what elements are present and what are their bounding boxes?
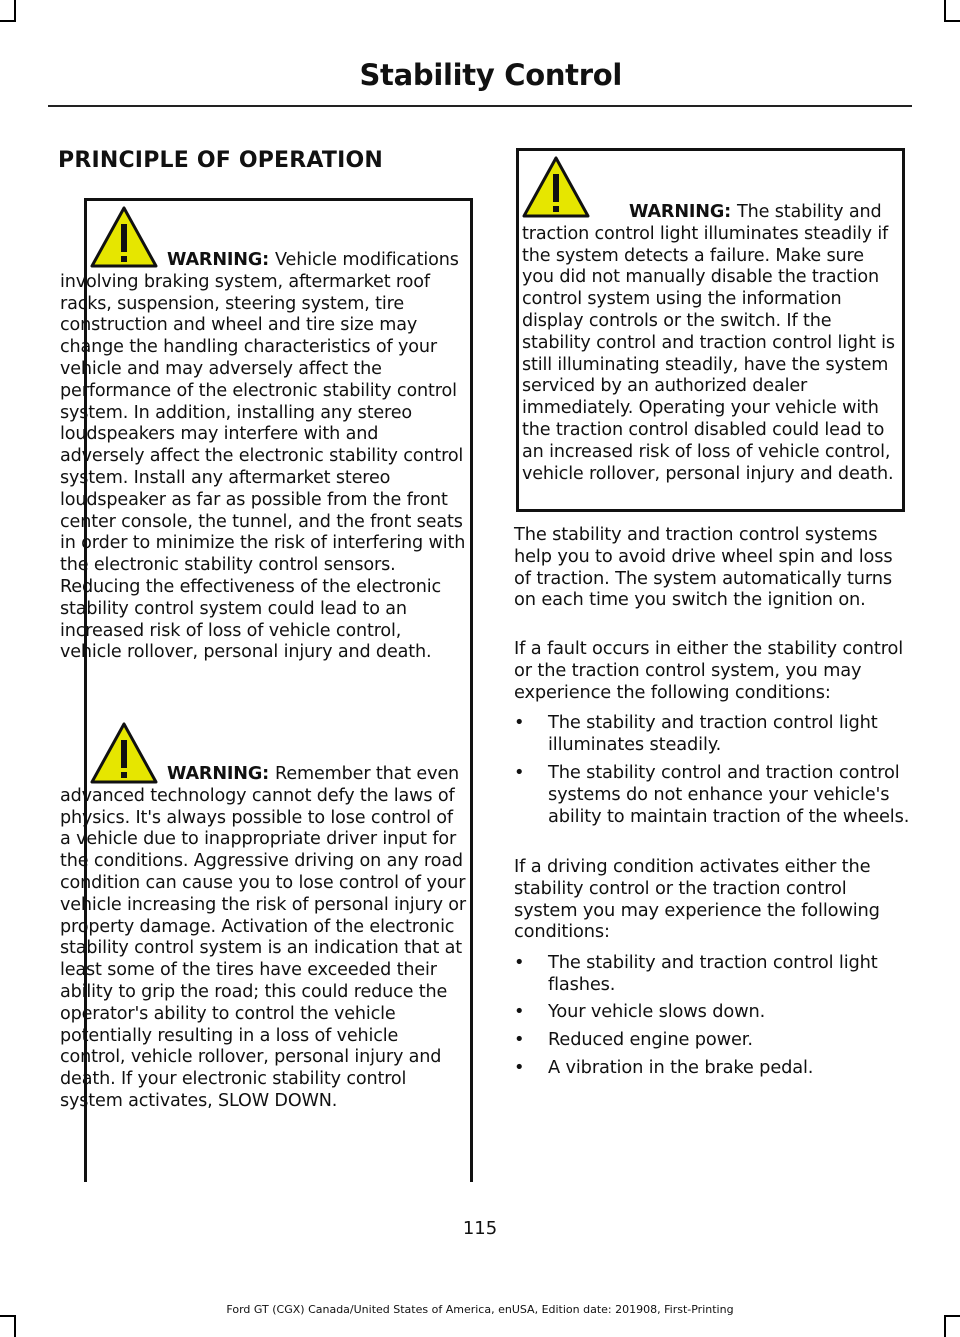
crop-mark [14, 1315, 16, 1337]
paragraph: If a fault occurs in either the stability control or the traction control system, you may experience the following conditions: [514, 638, 904, 703]
bullet-glyph: • [514, 1001, 525, 1022]
warning-body: Remember that even advanced technology cannot defy the laws of physics. It's always possible to lose control of a vehicle due to inappropriate driver input for the conditions. Aggressive driving on any road condition can cause you to lose control of your vehicle increasing the risk of personal injury or property damage. Activation of the electronic stability control system is an indication that at least some of the tires have exceeded their ability to grip the road; this could reduce the operator's ability to control the vehicle potentially resulting in a loss of vehicle control, vehicle rollover, personal injury and death. If your electronic stability control system activates, SLOW DOWN. [60, 764, 467, 1111]
warning-text [60, 250, 468, 664]
header-divider [48, 105, 912, 107]
warning-body: Vehicle modifications involving braking system, aftermarket roof racks, suspension, steering system, tire construction and wheel and tire size may change the handling characteristics of your vehicle and may adversely affect the performance of the electronic stability control system. In addition, installing any stereo loudspeakers may interfere with and adversely affect the electronic stability control system. Install any aftermarket stereo loudspeaker as far as possible from the front center console, the tunnel, and the front seats in order to minimize the risk of interfering with the electronic stability control sensors. Reducing the effectiveness of the electronic stability control system could lead to an increased risk of loss of vehicle control, vehicle rollover, personal injury and death. [60, 250, 466, 663]
paragraph: The stability and traction control systems help you to avoid drive wheel spin and loss of traction. The system automatically turns on each time you switch the ignition on. [514, 524, 893, 611]
section-title: PRINCIPLE OF OPERATION [58, 148, 384, 173]
warning-label: WARNING: [629, 202, 738, 222]
warning-text [522, 202, 898, 485]
list-item-text: The stability control and traction control systems do not enhance your vehicle's ability to maintain traction of the wheels. [548, 762, 910, 827]
list-item-text: The stability and traction control light flashes. [548, 952, 878, 995]
bullet-glyph: • [514, 712, 525, 733]
bullet-glyph: • [514, 762, 525, 783]
warning-label: WARNING: [167, 250, 276, 270]
page-number: 115 [462, 1218, 498, 1239]
list-item-text: A vibration in the brake pedal. [548, 1057, 814, 1078]
paragraph: If a driving condition activates either the stability control or the traction control system you may experience the following conditions: [514, 856, 880, 943]
list-item-text: The stability and traction control light illuminates steadily. [548, 712, 878, 755]
bullet-glyph: • [514, 952, 525, 973]
warning-body: The stability and traction control light illuminates steadily if the system detects a failure. Make sure you did not manually disable the traction control system using the information display controls or the switch. If the stability control and traction control light is still illuminating steadily, have the system serviced by an authorized dealer immediately. Operating your vehicle with the traction control disabled could lead to an increased risk of loss of vehicle control, vehicle rollover, personal injury and death. [522, 202, 895, 484]
crop-mark [946, 20, 960, 22]
crop-mark [944, 0, 946, 22]
crop-mark [0, 20, 14, 22]
warning-text [60, 764, 468, 1113]
bullet-glyph: • [514, 1029, 525, 1050]
crop-mark [14, 0, 16, 22]
list-item-text: Reduced engine power. [548, 1029, 753, 1050]
page-header-title: Stability Control [359, 58, 622, 92]
warning-label: WARNING: [167, 764, 276, 784]
crop-mark [944, 1315, 946, 1337]
list-item-text: Your vehicle slows down. [548, 1001, 766, 1022]
footer-edition: Ford GT (CGX) Canada/United States of America, enUSA, Edition date: 201908, First-Printing [226, 1303, 734, 1316]
bullet-glyph: • [514, 1057, 525, 1078]
